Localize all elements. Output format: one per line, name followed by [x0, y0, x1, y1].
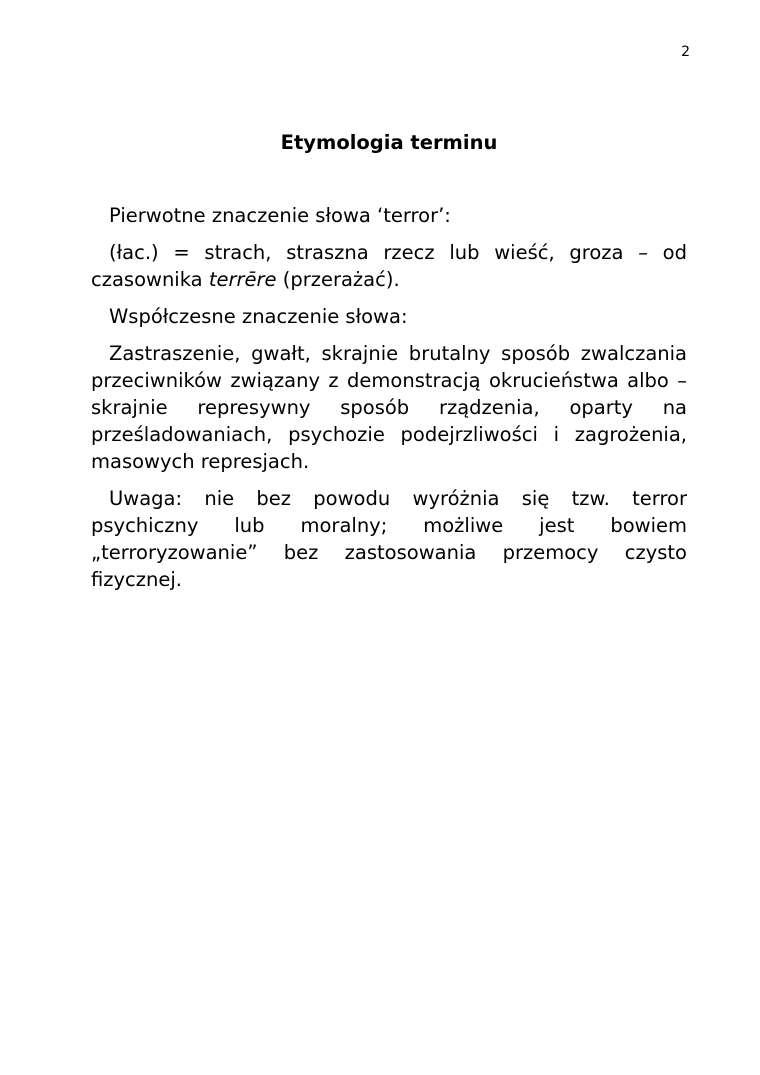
- paragraph-modern-meaning: Współczesne znaczenie słowa:: [109, 305, 408, 328]
- paragraph-modern-definition: Zastraszenie, gwałt, skrajnie brutalny sposób zwalczania przeciwników związany z demonstracją okrucieństwa albo – skrajnie represywny sposób rządzenia, oparty na prześladowaniach, psychozie podejrzliwości i zagrożenia, masowych represjach.: [91, 342, 687, 473]
- paragraph-note: Uwaga: nie bez powodu wyróżnia się tzw. terror psychiczny lub moralny; możliwe jest bowiem „terroryzowanie” bez zastosowania przemocy czysto fizycznej.: [91, 487, 687, 591]
- paragraph-latin-definition: [91, 239, 687, 293]
- latin-definition-text: (łac.) = strach, straszna rzecz lub wieść, groza – od czasownika: [91, 241, 687, 291]
- page-title: Etymologia terminu: [280, 131, 498, 154]
- page-number: 2: [681, 44, 690, 60]
- latin-verb: terrēre: [208, 268, 277, 291]
- latin-verb-translation: (przerażać).: [276, 268, 400, 291]
- paragraph-original-meaning: Pierwotne znaczenie słowa ‘terror’:: [109, 204, 451, 227]
- body-text: [91, 202, 687, 603]
